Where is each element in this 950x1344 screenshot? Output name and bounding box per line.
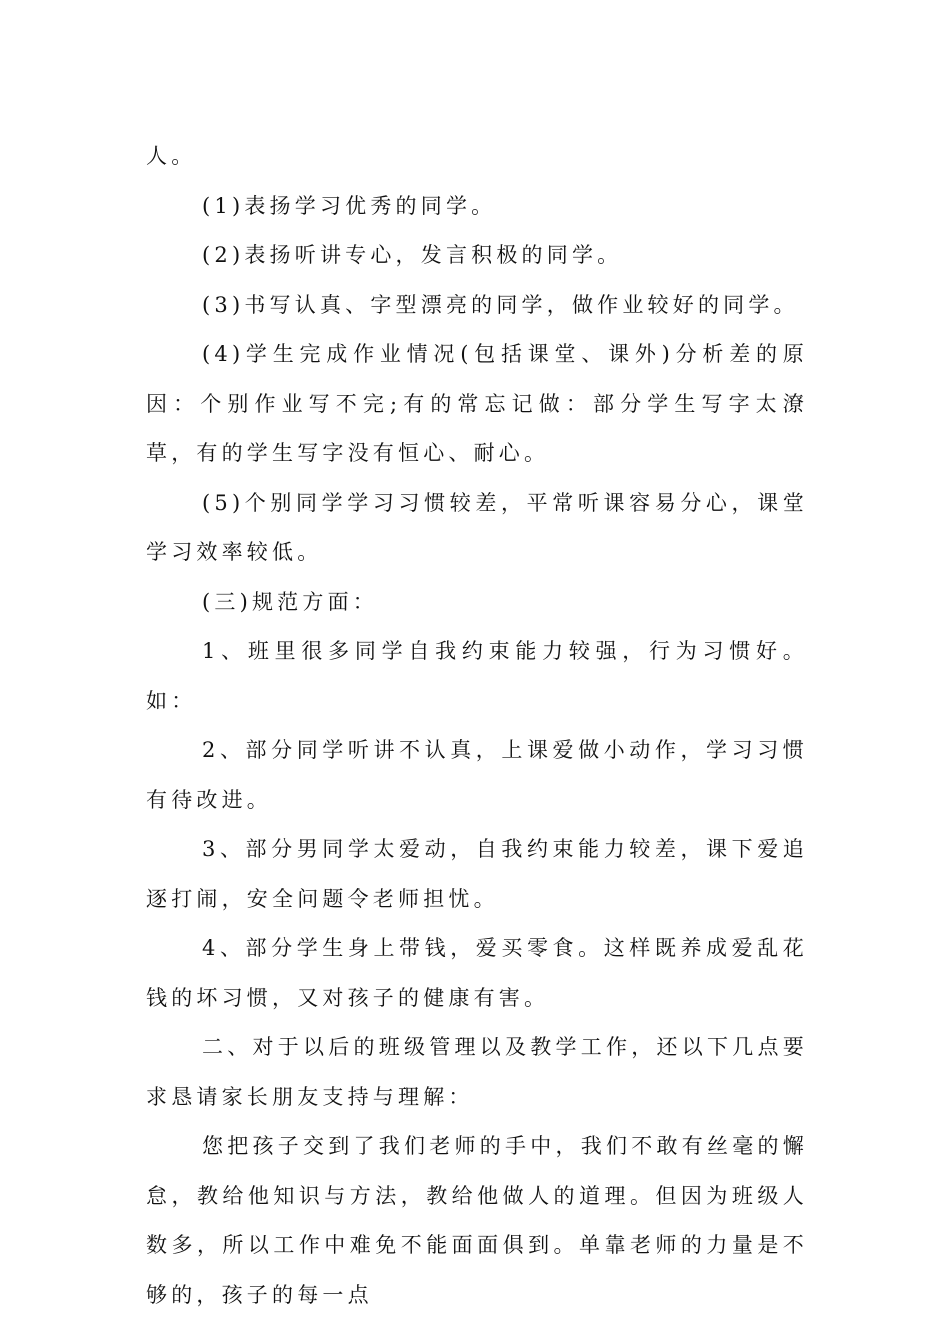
paragraph-item-5: (5)个别同学学习习惯较差，平常听课容易分心，课堂学习效率较低。 <box>146 490 808 564</box>
paragraph-item-3: (3)书写认真、字型漂亮的同学，做作业较好的同学。 <box>202 292 799 317</box>
paragraph-norm-4: 4、部分学生身上带钱，爱买零食。这样既养成爱乱花钱的坏习惯，又对孩子的健康有害。 <box>146 936 808 1010</box>
paragraph-item-2: (2)表扬听讲专心，发言积极的同学。 <box>202 243 623 267</box>
section-heading-requests: 二、对于以后的班级管理以及教学工作，还以下几点要求恳请家长朋友支持与理解： <box>146 1035 808 1109</box>
paragraph-norm-3: 3、部分男同学太爱动，自我约束能力较差，课下爱追逐打闹，安全问题令老师担忧。 <box>146 837 808 911</box>
section-heading-norms: (三)规范方面： <box>202 589 378 614</box>
paragraph-norm-1: 1、班里很多同学自我约束能力较强，行为习惯好。如： <box>146 639 808 713</box>
paragraph-continuation: 人。 <box>146 144 197 168</box>
paragraph-norm-2: 2、部分同学听讲不认真，上课爱做小动作，学习习惯有待改进。 <box>146 738 808 812</box>
document-body <box>146 132 808 1320</box>
paragraph-closing: 您把孩子交到了我们老师的手中，我们不敢有丝毫的懈怠，教给他知识与方法，教给他做人的道理。但因为班级人数多，所以工作中难免不能面面俱到。单靠老师的力量是不够的，孩子的每一点 <box>146 1134 808 1307</box>
paragraph-item-4: (4)学生完成作业情况(包括课堂、课外)分析差的原因：个别作业写不完;有的常忘记做：部分学生写字太潦草，有的学生写字没有恒心、耐心。 <box>146 342 808 465</box>
paragraph-item-1: (1)表扬学习优秀的同学。 <box>202 193 497 218</box>
